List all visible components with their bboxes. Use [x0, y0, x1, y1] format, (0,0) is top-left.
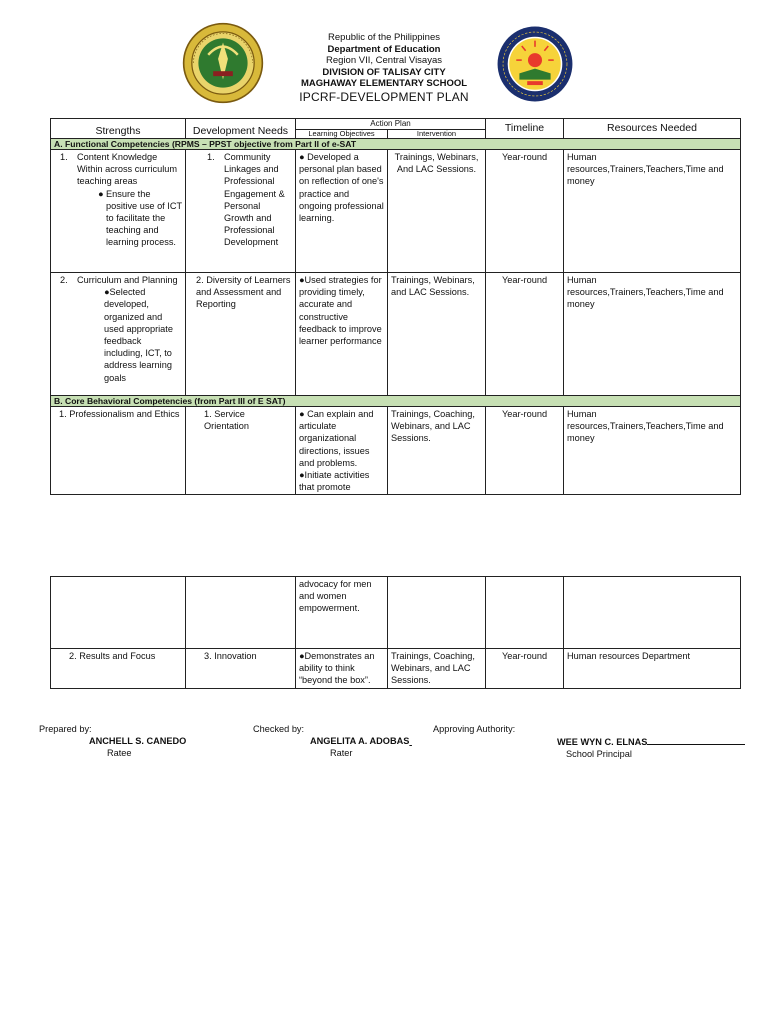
list-number: 1.	[207, 152, 215, 162]
section-a-row	[51, 139, 741, 150]
resources-cell: Human resources,Trainers,Teachers,Time and money	[564, 407, 741, 495]
header-learning-objectives: Learning Objectives	[296, 130, 388, 139]
timeline-cell: Year-round	[486, 150, 564, 273]
strength-cell	[51, 150, 186, 273]
table-row	[51, 150, 741, 273]
development-need-cell: 1. Service Orientation	[186, 407, 296, 495]
header-timeline: Timeline	[486, 119, 564, 139]
principal-name-text: WEE WYN C. ELNAS	[557, 737, 648, 747]
checked-by-label: Checked by:	[253, 724, 305, 734]
strength-bullet-text: ●Selected developed, organized and used appropriate feedback including, ICT, to address learning goals	[104, 287, 173, 383]
strength-cell	[51, 273, 186, 396]
development-need-cell: 2. Diversity of Learners and Assessment and Reporting	[186, 273, 296, 396]
strength-cell: 2. Results and Focus	[51, 649, 186, 689]
learning-objective-cell	[296, 407, 388, 495]
strength-cell: 1. Professionalism and Ethics	[51, 407, 186, 495]
list-number: 2.	[60, 275, 68, 285]
header-school: MAGHAWAY ELEMENTARY SCHOOL	[300, 78, 468, 89]
intervention-cell: Trainings, Webinars, and LAC Sessions.	[388, 273, 486, 396]
bullet-icon: ●	[98, 188, 104, 199]
ratee-role: Ratee	[107, 748, 132, 758]
rater-name	[253, 735, 412, 747]
rater-name-text: ANGELITA A. ADOBAS	[310, 736, 410, 746]
ratee-name: ANCHELL S. CANEDO	[89, 736, 187, 746]
section-a-label: A. Functional Competencies (RPMS – PPST objective from Part II of e-SAT	[51, 139, 741, 150]
development-plan-table-continued	[50, 576, 741, 689]
strength-text: Content Knowledge Within across curriculum teaching areas	[77, 152, 178, 187]
strength-text: Curriculum and Planning	[77, 275, 178, 285]
resources-cell: Human resources,Trainers,Teachers,Time and money	[564, 273, 741, 396]
intervention-cell: Trainings, Coaching, Webinars, and LAC Sessions.	[388, 649, 486, 689]
table-row	[51, 577, 741, 649]
rater-role: Rater	[330, 748, 353, 758]
intervention-cell: Trainings, Webinars, And LAC Sessions.	[388, 150, 486, 273]
learning-objective-cell: advocacy for men and women empowerment.	[296, 577, 388, 649]
development-need-cell: 3. Innovation	[186, 649, 296, 689]
header-division: DIVISION OF TALISAY CITY	[322, 66, 446, 78]
resources-cell: Human resources Department	[564, 649, 741, 689]
learning-objective-cell: ● Developed a personal plan based on reflection of one's practice and ongoing professional learning.	[296, 150, 388, 273]
development-need-cell	[186, 150, 296, 273]
checked-by-block	[253, 723, 412, 759]
table-row	[51, 273, 741, 396]
resources-cell: Human resources,Trainers,Teachers,Time and money	[564, 150, 741, 273]
approving-authority-label: Approving Authority:	[433, 724, 516, 734]
intervention-cell	[388, 577, 486, 649]
header-action-plan: Action Plan	[296, 119, 486, 130]
header-strengths: Strengths	[51, 119, 186, 139]
development-need-cell	[186, 577, 296, 649]
timeline-cell: Year-round	[486, 407, 564, 495]
header-intervention: Intervention	[388, 130, 486, 139]
learning-objective-text: ●Initiate activities that promote	[299, 470, 370, 493]
development-plan-table	[50, 118, 741, 495]
timeline-cell	[486, 577, 564, 649]
document-header	[0, 32, 768, 104]
principal-name	[433, 735, 745, 748]
section-b-row	[51, 396, 741, 407]
approving-authority-block	[433, 723, 745, 760]
principal-role: School Principal	[566, 749, 632, 759]
table-row	[51, 407, 741, 495]
timeline-cell: Year-round	[486, 649, 564, 689]
development-need-text: Community Linkages and Professional Engagement & Personal Growth and Professional Development	[224, 152, 285, 248]
header-region: Region VII, Central Visayas	[326, 55, 442, 66]
page-title: IPCRF-DEVELOPMENT PLAN	[299, 89, 469, 104]
timeline-cell: Year-round	[486, 273, 564, 396]
header-republic: Republic of the Philippines	[328, 32, 440, 43]
learning-objective-text: ● Can explain and articulate organizational directions, issues and problems.	[299, 409, 374, 468]
strength-bullet-text: Ensure the positive use of ICT to facilitate the teaching and learning process.	[106, 188, 182, 248]
intervention-cell: Trainings, Coaching, Webinars, and LAC Sessions.	[388, 407, 486, 495]
learning-objective-cell: ●Used strategies for providing timely, accurate and constructive feedback to improve learner performance	[296, 273, 388, 396]
learning-objective-cell: ●Demonstrates an ability to think “beyond the box”.	[296, 649, 388, 689]
signature-line	[647, 735, 745, 745]
list-number: 1.	[60, 152, 68, 162]
section-b-label: B. Core Behavioral Competencies (from Part III of E SAT)	[51, 396, 741, 407]
header-resources: Resources Needed	[564, 119, 741, 139]
header-department: Department of Education	[327, 43, 441, 55]
prepared-by-label: Prepared by:	[39, 724, 92, 734]
resources-cell	[564, 577, 741, 649]
strength-cell	[51, 577, 186, 649]
prepared-by-block	[39, 723, 186, 759]
header-development-needs: Development Needs	[186, 119, 296, 139]
table-row	[51, 649, 741, 689]
